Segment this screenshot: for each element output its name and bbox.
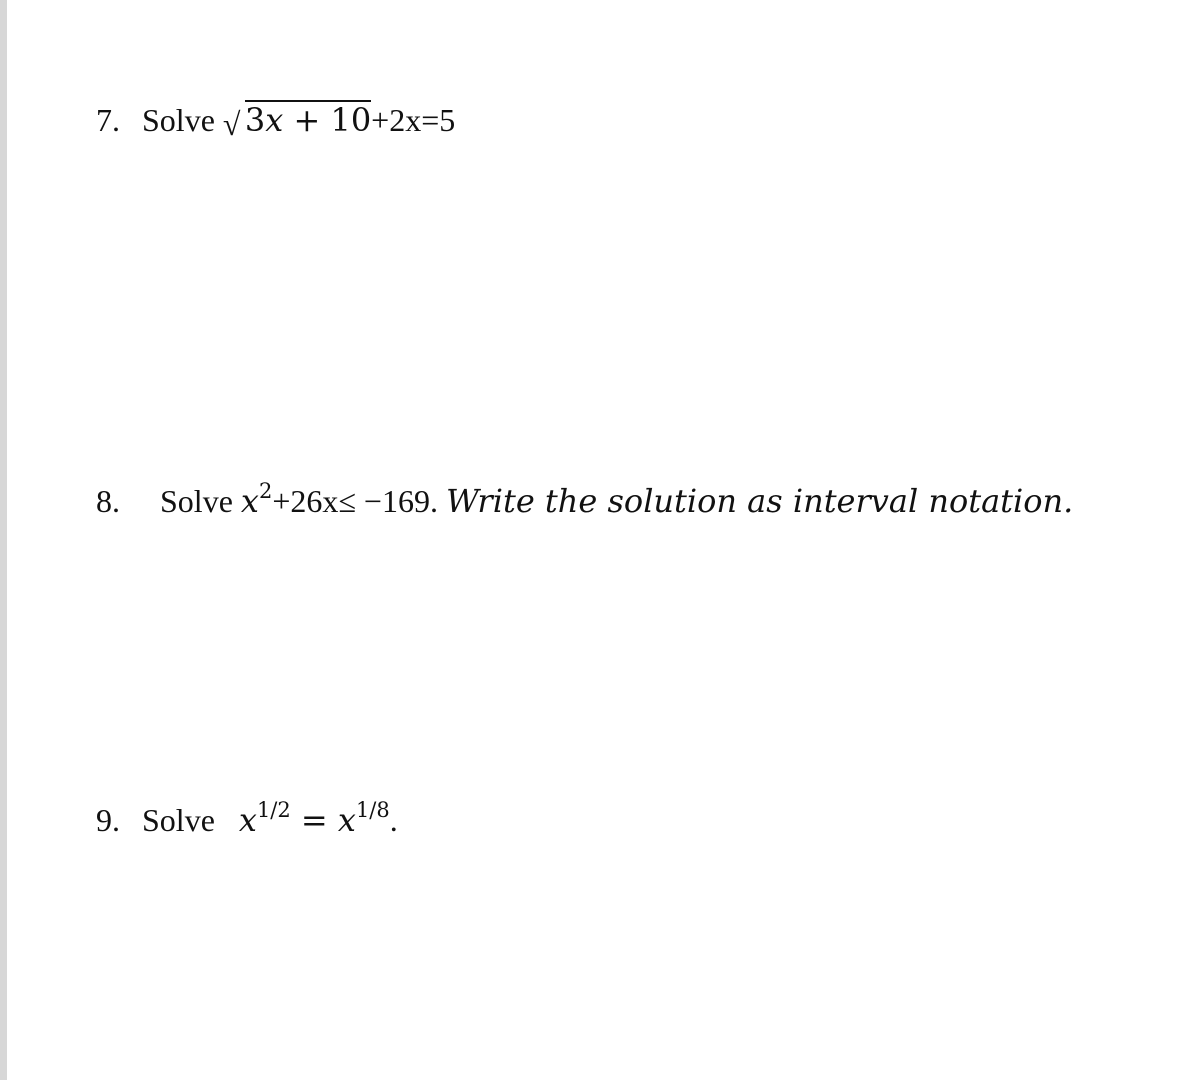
instruction-text: Write the solution as interval notation.	[445, 482, 1074, 520]
problem-verb: Solve	[142, 802, 215, 838]
problem-number: 8.	[96, 483, 120, 519]
problem-9	[96, 800, 398, 844]
problem-7	[96, 100, 455, 140]
equation-tail: +2x=5	[371, 102, 456, 138]
variable: x	[240, 482, 259, 520]
equals-sign: =	[290, 801, 338, 839]
problem-8	[96, 481, 1073, 525]
square-root	[223, 100, 371, 140]
radicand: 3x + 10	[244, 101, 372, 139]
problem-number: 7.	[96, 102, 120, 138]
radical-sign-icon: √	[222, 106, 241, 142]
page-left-border	[0, 0, 7, 1080]
lhs-variable: x	[238, 801, 257, 839]
inequality-tail: +26x≤ −169.	[272, 483, 438, 519]
period: .	[389, 802, 398, 838]
problem-verb: Solve	[142, 102, 215, 138]
rhs-exponent: 1/8	[355, 798, 390, 822]
exponent: 2	[258, 479, 273, 503]
rhs-variable: x	[337, 801, 356, 839]
problem-verb: Solve	[160, 483, 233, 519]
problem-number: 9.	[96, 802, 120, 838]
lhs-exponent: 1/2	[256, 798, 291, 822]
